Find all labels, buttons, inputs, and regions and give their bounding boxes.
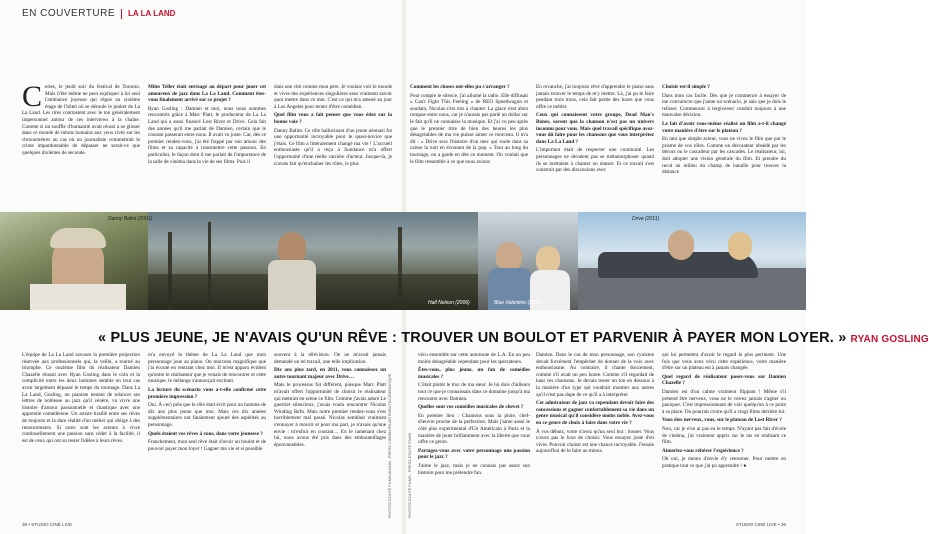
body-paragraph: [536, 352, 654, 398]
paragraph-text: Oui. À ceci près que le rôle était écrit pour un homme de dix ans plus jeune que moi. Mais ces dix années supplémentaires ont finalement ajouté des aspérités au personnage.: [148, 402, 266, 428]
drop-cap: C: [22, 80, 43, 113]
paragraph-text: dans une cité comme mon père. Je voulais voir le monde et vivre des expériences singulières sans vraiment savoir quoi mettre dans ce mot. C'est ce qui m'a amené au jour à Los Angeles pour tenter d'être comédien.: [274, 84, 392, 110]
section-label: LA LA LAND: [128, 9, 176, 18]
body-paragraph: [662, 389, 786, 415]
text-column: [418, 352, 530, 518]
body-paragraph: [536, 429, 654, 455]
paragraph-text: Non, car je n'en ai pas eu le temps. N'ayant pas fait d'école de cinéma, j'ai vraiment appris sur le tas en réalisant ce film.: [662, 425, 786, 446]
body-paragraph: [418, 352, 530, 365]
photo-credits-right: PHOTOS DOUTE FILMS - PRESS DOUTE FILMS: [408, 432, 412, 518]
paragraph-text: qui lui permettra d'avoir le regard le plus pertinent. Une fois que vous avez vécu cette expérience, votre manière d'être sur un plateau est à jamais changée.: [662, 352, 786, 372]
body-paragraph: [536, 84, 654, 110]
text-column: [148, 84, 266, 208]
body-paragraph: [418, 413, 530, 446]
body-paragraph: [536, 147, 654, 173]
text-column: [662, 352, 786, 518]
text-column: [22, 80, 140, 208]
interview-question: Comment les choses ont-elles pu s'arranger ?: [410, 84, 510, 90]
paragraph-text: Mais le processus fut différent, puisque Marc Platt m'avait offert l'opportunité de choisir le réalisateur qui mettrait en scène ce film. Comme j'avais adoré Le guerrier silencieux, j'avais voulu rencontrer Nicolas Winding Refn. Mais notre premier rendez-vous s'est horriblement mal passé. Nicolas semblait vraiment s'ennuyer à mourir et pour ma part, je n'avais qu'une envie : m'enfuir en courant… En le ramenant chez lui, nous avons été pris dans des embouteillages épouvantables.: [274, 382, 386, 448]
body-paragraph: [274, 84, 392, 110]
text-column: [22, 352, 140, 518]
interview-question: Cet admirateur de jazz va cependant devoir faire des concessions et gagner confortablement sa vie dans un genre musical qu'il considère moins noble. Avez-vous eu ce genre de choix à faire dans votre vie ?: [536, 400, 654, 426]
photo-blue-valentine: [478, 212, 578, 310]
body-paragraph: [274, 382, 386, 448]
photo-credits-left: PHOTOS DOUTE FILMS/ALBUM - PRESS CINEMA/FILMSTRIBUTE/CINEMATIQUE: [388, 373, 392, 518]
interview-question: Quelles sont vos comédies musicales de chevet ?: [418, 404, 524, 411]
caption-danny-balint: Danny Balint (2001): [108, 216, 153, 222]
interview-question: Choisir est-il simple ?: [662, 84, 710, 90]
paragraph-text: Pour rompre le silence, j'ai allumé la radio. Elle diffusait « Can't Fight This Feeling » de REO Speedwagon et soudain, Nicolas s'est mis à chanter. La glace s'est alors rompue entre nous, car je n'aurais pas parié un dollar sur le fait qu'il ne connaisse la musique. Et j'ai vu peu après que le premier titre de bien des heures les plus désagréables de ma vie puisse aimer ce morceau. Il m'a dit : « Drive sera l'histoire d'un mec qui roule dans sa caisse la nuit en écoutant de la pop. » Tout au long du tournage, on a garde en tête ce moment. On voulait que le film ressemble à ce que nous avions: [410, 92, 528, 165]
text-column: [148, 352, 266, 518]
interview-question: Quels étaient vos rêves à vous, dans votre jeunesse ?: [148, 430, 263, 437]
folio-left: 38 • STUDIO CINÉ LIVE: [22, 522, 73, 527]
text-column: [274, 352, 386, 518]
paragraph-text: En premier lieu : Chantons sous la pluie, chef-d'œuvre proche de la perfection. Mais j'aime aussi le côté plus expérimental d'Un Américain à Paris et la manière de jouer brillamment avec la liberté que vous offre ce genre.: [418, 412, 530, 446]
interview-question: Dix ans plus tard, en 2011, vous connaissez un autre tournant majeur avec Drive…: [274, 367, 386, 380]
interview-question: La lecture du scénario vous a-t-elle confirmé cette première impression ?: [148, 386, 266, 400]
interview-question: Aimeriez-vous réitérer l'expérience ?: [662, 447, 744, 454]
body-paragraph: [418, 382, 530, 402]
pull-quote-author: RYAN GOSLING: [850, 334, 929, 345]
paragraph-text: Damien est d'un calme vraiment flippant ! Même s'il prétend être nerveux, vous ne le verrez jamais s'agiter ou paniquer. C'est impressionnant de voir quelqu'un à ce point à sa place. On pourrait croire qu'il a vingt films derrière lui.: [662, 388, 786, 415]
paragraph-text: J'aime le jazz, mais je ne connais pas assez son histoire pour me prétendre fan.: [418, 462, 530, 476]
text-column: [274, 84, 392, 208]
body-paragraph: [662, 456, 786, 469]
paragraph-text: C'était plutôt le truc de ma sœur. Je lui dois d'ailleurs tout ce que je connaissais dans ce domaine jusqu'à ma rencontre avec Damien.: [418, 382, 530, 402]
section-header: [22, 8, 175, 19]
interview-question: Êtes-vous, plus jeune, un fan de comédies musicales ?: [418, 367, 530, 380]
body-paragraph: [22, 80, 140, 157]
text-column: [662, 84, 786, 208]
interview-question: Partagez-vous avec votre personnage une passion pour le jazz ?: [418, 447, 530, 461]
paragraph-text: Danny Balint. Ce rôle hallucinant d'un jeune néonazi fut une opportunité incroyable pour le quasi-novice que j'étais. Ce film a littéralement changé ma vie ! L'accueil enthousiaste qu'il a reçu à Sundance m'a offert l'opportunité d'une réelle carrière d'acteur. Jusque-là, je n'avais fait qu'enchaîner les rôles, le plus: [274, 127, 392, 167]
body-paragraph: [662, 93, 786, 119]
interview-question: Vous êtes nerveux, vous, sur le plateau de Lost River ?: [662, 417, 782, 424]
paragraph-text: Damien. Dans le cas de mon personnage, son cynisme devait forcément l'empêcher de donner de la voix avec enthousiasme. Au contraire, il chante doucement, comme s'il avait un peu honte. Comme s'il regardait de haut ces chansons. Je devais rester un ton en dessous à la manière d'un type qui voudrait montrer aux autres qu'il n'est pas dupe de ce qu'il a à interpréter.: [536, 352, 654, 398]
paragraph-text: Oh oui, je meurs d'envie d'y retourner. Pour mettre en pratique tout ce que j'ai pu apprendre ! ●: [662, 456, 786, 469]
caption-drive: Drive (2011): [632, 216, 660, 222]
body-paragraph: [274, 128, 392, 168]
paragraph-text: Dans mon cas facile. Dès que je commence à essayer de me convaincre que j'aime un scénario, je sais que je dois le refuser. Commencer à tergiverser conduit toujours à une mauvaise décision.: [662, 92, 786, 119]
body-paragraph: [148, 439, 266, 452]
caption-blue-valentine: Blue Valentine (2010): [494, 300, 542, 306]
body-paragraph: [148, 352, 266, 385]
interview-question: Quel regard de réalisateur posez-vous sur Damien Chazelle ?: [662, 373, 786, 387]
paragraph-text: m'a envoyé le thème de La La Land que mon personnage joue au piano. On morceau magnifique que j'ai écouté en rentrant chez moi. Il m'est apparu évident qu'entre le réalisateur que je venais de rencontrer et cette musique, le mélange s'annonçait excitant.: [148, 352, 266, 385]
paragraph-text: En revanche, j'ai toujours rêvé d'apprendre le piano sans jamais trouver le temps de m'y mettre. Là, j'ai pu le faire pendant trois mois, cela fait partie des luxes que vous offre ce métier.: [536, 84, 654, 110]
paragraph-text: souvent à la télévision. On ne m'avait jamais demandé un tel travail, une telle implication.: [274, 352, 386, 365]
pull-quote: [98, 330, 929, 346]
paragraph-text: À vos débuts, votre n'avez qu'un seul but : bosser. Vous n'avez pas le luxe de choisir. Vous essayez juste d'en vivre. Pouvoir choisir est une chance incroyable. J'essaie aujourd'hui de le faire au mieux.: [536, 428, 654, 455]
interview-question: Quel film vous a fait penser que vous étiez sur la bonne voie ?: [274, 112, 392, 125]
interview-question: Miles Teller était envisagé au départ pour jouer cet amoureux de jazz dans La La Land. Comment êtes-vous finalement arrivé sur ce projet ?: [148, 84, 266, 104]
interview-question: Ceux qui connaissent votre groupe, Dead Man's Bones, savent que la chanson n'est pas un univers inconnu pour vous. Mais quel travail spécifique avez-vous dû faire pour les chansons que vous interprétez dans La La Land ?: [536, 112, 654, 145]
photo-drive: [578, 212, 806, 310]
interview-question: Le fait d'avoir vous-même réalisé un film a-t-il changé votre manière d'être sur le plateau ?: [662, 120, 786, 134]
photo-half-nelson: [148, 212, 478, 310]
body-paragraph: [662, 136, 786, 176]
paragraph-text: vécu ensemble sur cette autoroute de L.A. En un peu moins désagréable cependant pour les spectateurs.: [418, 352, 530, 365]
text-column: [536, 352, 654, 518]
paragraph-text: ertes, le jeudi soir du festival de Toronto. Mais il'été même ne peut expliquer à lui seul l'ambiance joyeuse qui règne au sixième étage de l'hôtel où se déroule le junket de La La Land. Les rires contrastent avec le ton généralement impersonnel autour de ces interviews à la chaîne. Comme si un souffle d'humanité avait réussi à se glisser dans ce monde de robots humains aux yeux rivés sur les chronomètres au cas où un journaliste commettrait le crime impardonnable de dépasser ne serait-ce que quelques dixièmes de seconde.: [22, 84, 140, 156]
folio-right: STUDIO CINÉ LIVE • 39: [735, 522, 786, 527]
body-paragraph: [22, 352, 140, 444]
pull-quote-text: « PLUS JEUNE, JE N'AVAIS QU'UN RÊVE : TROUVER UN BOULOT ET PARVENIR À PAYER MON LOYER. »: [98, 330, 847, 346]
body-paragraph: [418, 463, 530, 476]
text-column: [536, 84, 654, 208]
header-divider: [121, 9, 122, 19]
body-paragraph: [274, 352, 386, 365]
photo-danny-balint: [0, 212, 148, 310]
paragraph-text: L'équipe de La La Land savoure la première projection réservée aux professionnels qui, la veille, a tourné au triomphe. Ce onzième film du réalisateur Damien Chazelle réussit avec Ryan Gosling dans le coin et la complicité entre les deux hommes semble en tout cas avoir largement dépassé le temps du tournage. Dans La La Land, Gosling, un pianiste tentant de relancer ses lettres de noblesse au jazz qu'il vénère, va vivre une histoire d'amour passionnelle et chaotique avec une apprentie comédienne. Un artiste tiraillé entre ses rêves de toujours et la dure réalité d'un métier qui oblige à des renoncements. Si rares sont les acteurs à vivre continuellement une passion sans céder à la facilité, il est de ceux qui ont su rester fidèles à leurs rêves.: [22, 352, 140, 444]
paragraph-text: Franchement, mon seul rêve était d'avoir un boulot et de pouvoir payer mon loyer ! Gagner ma vie et si possible: [148, 439, 266, 452]
rubric-label: EN COUVERTURE: [22, 8, 115, 19]
caption-half-nelson: Half Nelson (2006): [428, 300, 470, 306]
text-column: [410, 84, 528, 208]
paragraph-text: En tant que simple acteur, vous ne vivez le film que par le prisme de vos rôles. Comme un décorateur obsédé par les décors ou le cascadeur par les cascades. Le réalisateur, lui, doit adopter une vision générale du film. Et prendre du recul au milieu du champ de bataille pour trouver la distance: [662, 136, 786, 176]
body-paragraph: [662, 426, 786, 446]
body-paragraph: [410, 93, 528, 166]
body-paragraph: [662, 352, 786, 372]
body-paragraph: [148, 106, 266, 165]
paragraph-text: Ryan Gosling : Damien et moi, nous nous sommes rencontrés grâce à Marc Platt, le producteur de La La Land qui a aussi financé Lost River et Drive. Cela fait des années qu'il me parlait de Damien, certain que le courant passerait entre nous. Il avait vu juste. Car, dès ce premier rendez-vous, j'ai été frappé par son amour des films et sa capacité à transmettre cette passion. En particulier, le façon dont il me parlait de l'importance de la salle de cinéma dans la vie de ses films. Puis il: [148, 105, 266, 165]
paragraph-text: L'important était de respecter une continuité. Les personnages ne devaient pas se métamorphoser quand ils se mettaient à chanter ou danser. Et ce travail s'est construit par des discussions avec: [536, 147, 654, 174]
body-paragraph: [148, 402, 266, 428]
